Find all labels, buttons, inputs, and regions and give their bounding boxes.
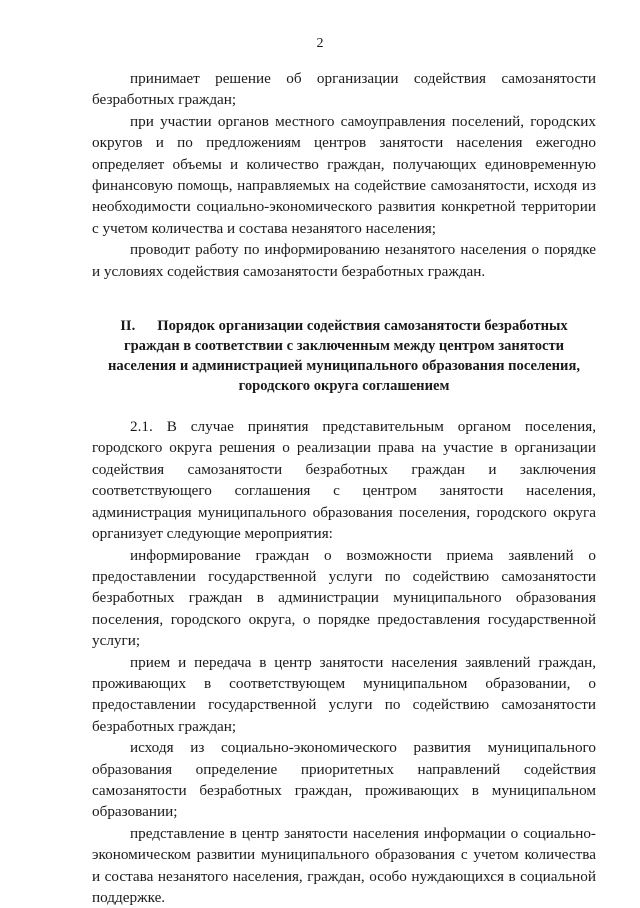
paragraph-priorities: исходя из социально-экономического развития муниципального образования определение приоритетных направлений содействия самозанятости безработных граждан, проживающих в муниципальном образовании; (92, 739, 596, 821)
section-number: II. (120, 318, 136, 335)
paragraph-informing: проводит работу по информированию незанятого населения о порядке и условиях содействия самозанятости безработных граждан. (92, 241, 596, 280)
section-title: Порядок организации содействия самозанятости безработных граждан в соответствии с заключенным между центром занятости населения и администрацией муниципального образования поселения, городского округа соглашением (107, 318, 580, 395)
page-number: 2 (316, 36, 324, 51)
paragraph-information: представление в центр занятости населения информации о социально-экономическом развитии муниципального образования с учетом количества и состава незанятого населения, граждан, особо нуждающихся в социальной поддержке. (92, 824, 596, 906)
document-body (92, 68, 596, 908)
paragraph-informing-citizens: информирование граждан о возможности приема заявлений о предоставлении государственной услуги по содействию самозанятости безработных граждан в администрации муниципального образования поселения, городского округа, о порядке предоставления государственной услуги; (92, 546, 596, 650)
paragraph-applications: прием и передача в центр занятости населения заявлений граждан, проживающих в соответствующем муниципальном образовании, о предоставлении государственной услуги по содействию самозанятости безработных граждан; (92, 653, 596, 735)
paragraph-2-1: 2.1. В случае принятия представительным органом поселения, городского округа решения о реализации права на участие в организации содействия самозанятости безработных граждан и заключения соответствующего соглашения с центром занятости населения, администрация муниципального образования поселения, городского округа организует следующие мероприятия: (92, 418, 596, 543)
paragraph-financial-aid: при участии органов местного самоуправления поселений, городских округов и по предложениям центров занятости населения ежегодно определяет объемы и количество граждан, получающих единовременную финансовую помощь, направляемых на содействие самозанятости, исходя из необходимости социально-экономического развития конкретной территории с учетом количества и состава незанятого населения; (92, 112, 596, 237)
section-heading (92, 316, 596, 396)
paragraph-decision: принимает решение об организации содействия самозанятости безработных граждан; (92, 70, 596, 109)
